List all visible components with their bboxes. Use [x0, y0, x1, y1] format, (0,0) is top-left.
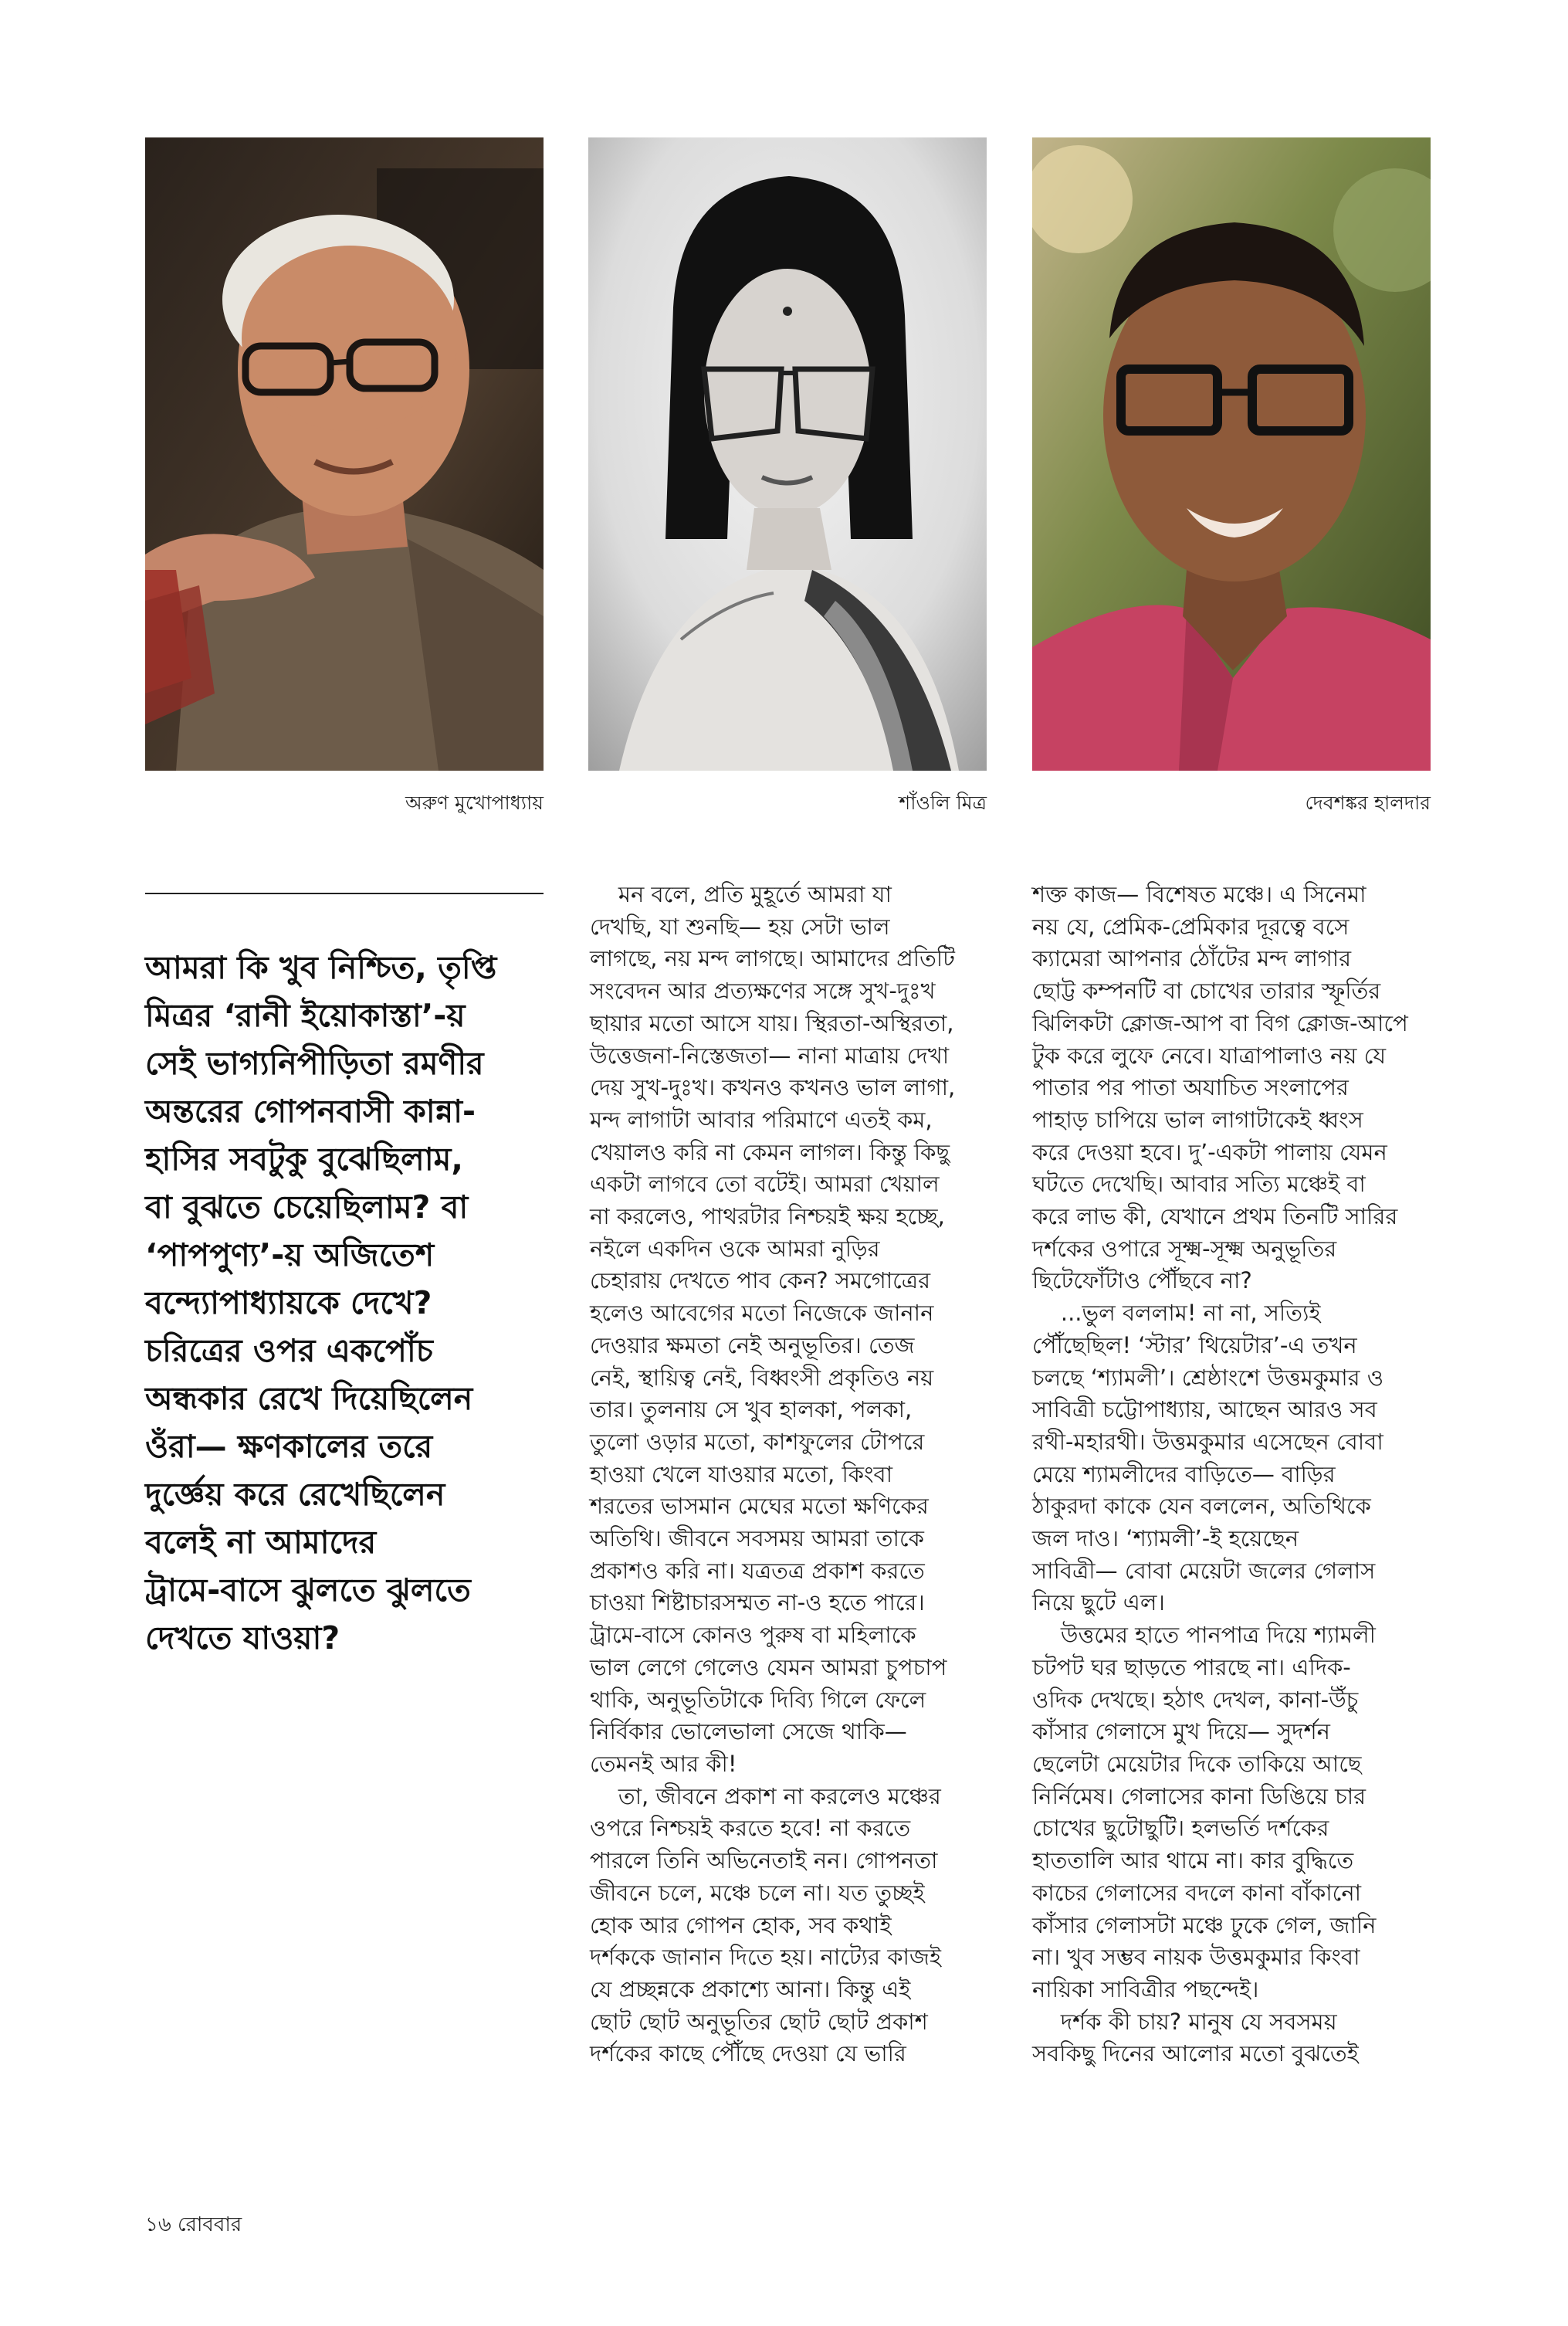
text-line: চাওয়া শিষ্টাচারসম্মত না-ও হতে পারে। [590, 1589, 925, 1616]
text-line: চোখের ছুটোছুটি। হলভর্তি দর্শকের [1032, 1815, 1329, 1842]
text-line: দেয় সুখ-দুঃখ। কখনও কখনও ভাল লাগা, [590, 1074, 956, 1101]
text-line: ক্যামেরা আপনার ঠোঁটের মন্দ লাগার [1032, 945, 1352, 972]
text-line: ভাল লেগে গেলেও যেমন আমরা চুপচাপ [590, 1653, 947, 1680]
text-line: না করলেও, পাথরটার নিশ্চয়ই ক্ষয় হচ্ছে, [590, 1203, 945, 1230]
text-line: হাওয়া খেলে যাওয়ার মতো, কিংবা [590, 1460, 893, 1487]
text-line: যে প্রচ্ছন্নকে প্রকাশ্যে আনা। কিন্তু এই [590, 1975, 911, 2002]
text-line: ছেলেটা মেয়েটার দিকে তাকিয়ে আছে [1032, 1750, 1362, 1777]
text-line: খেয়ালও করি না কেমন লাগল। কিন্তু কিছু [590, 1138, 950, 1165]
text-line: লাগছে, নয় মন্দ লাগছে। আমাদের প্রতিটি [590, 945, 955, 972]
text-line: নয় যে, প্রেমিক-প্রেমিকার দূরত্বে বসে [1032, 913, 1350, 940]
text-line: তা, জীবনে প্রকাশ না করলেও মঞ্চের [590, 1782, 941, 1809]
text-line: তার। তুলনায় সে খুব হালকা, পলকা, [590, 1396, 913, 1423]
pull-quote-line: দেখতে যাওয়া? [145, 1619, 340, 1656]
pull-quote-line: মিত্রর ‘রানী ইয়োকাস্তা’-য় [145, 997, 466, 1034]
photo-arun-mukhopadhyay [145, 137, 544, 771]
text-line: উত্তমের হাতে পানপাত্র দিয়ে শ্যামলী [1032, 1622, 1376, 1649]
pull-quote-line: দুর্জ্ঞেয় করে রেখেছিলেন [145, 1476, 445, 1513]
text-line: ট্রামে-বাসে কোনও পুরুষ বা মহিলাকে [590, 1622, 916, 1649]
text-line: হাততালি আর থামে না। কার বুদ্ধিতে [1032, 1847, 1354, 1874]
text-line: সংবেদন আর প্রত্যক্ষণের সঙ্গে সুখ-দুঃখ [590, 978, 936, 1005]
text-line: দেওয়ার ক্ষমতা নেই অনুভূতির। তেজ [590, 1331, 915, 1358]
text-line: দেখছি, যা শুনছি— হয় সেটা ভাল [590, 913, 890, 940]
text-line: দর্শক কী চায়? মানুষ যে সবসময় [1032, 2008, 1337, 2035]
text-line: দর্শকের কাছে পৌঁছে দেওয়া যে ভারি [590, 2040, 906, 2067]
text-line: কাঁসার গেলাসে মুখ দিয়ে— সুদর্শন [1032, 1718, 1330, 1745]
text-line: কাচের গেলাসের বদলে কানা বাঁকানো [1032, 1879, 1362, 1906]
pull-quote-line: হাসির সবটুকু বুঝেছিলাম, [145, 1141, 463, 1178]
text-line: সবকিছু দিনের আলোর মতো বুঝতেই [1032, 2040, 1359, 2067]
pull-quote-line: আমরা কি খুব নিশ্চিত, তৃপ্তি [145, 949, 497, 986]
text-line: ঠাকুরদা কাকে যেন বললেন, অতিথিকে [1032, 1493, 1371, 1520]
photo-caption: শাঁওলি মিত্র [899, 792, 987, 814]
text-line: প্রকাশও করি না। যত্রতত্র প্রকাশ করতে [590, 1557, 925, 1584]
text-line: পাতার পর পাতা অযাচিত সংলাপের [1032, 1074, 1349, 1101]
text-line: পৌঁছেছিল! ‘স্টার’ থিয়েটার’-এ তখন [1032, 1331, 1357, 1358]
text-line: শরতের ভাসমান মেঘের মতো ক্ষণিকের [590, 1493, 929, 1520]
text-line: ছোট ছোট অনুভূতির ছোট ছোট প্রকাশ [590, 2008, 928, 2035]
photo-caption: অরুণ মুখোপাধ্যায় [405, 792, 544, 814]
photo-debshankar-haldar [1032, 137, 1431, 771]
pull-quote-line: ‘পাপপুণ্য’-য় অজিতেশ [145, 1236, 435, 1273]
text-line: নেই, স্থায়িত্ব নেই, বিধ্বংসী প্রকৃতিও নয় [590, 1364, 934, 1391]
text-line: দর্শকের ওপারে সূক্ষ্ম-সূক্ষ্ম অনুভূতির [1032, 1235, 1337, 1262]
text-line: সাবিত্রী চট্টোপাধ্যায়, আছেন আরও সব [1032, 1396, 1377, 1423]
text-line: জীবনে চলে, মঞ্চে চলে না। যত তুচ্ছই [590, 1879, 925, 1906]
text-line: দর্শককে জানান দিতে হয়। নাট্যের কাজই [590, 1944, 941, 1971]
text-line: নির্নিমেষ। গেলাসের কানা ডিঙিয়ে চার [1032, 1782, 1366, 1809]
page-folio: ১৬ রোববার [145, 2213, 242, 2236]
pull-quote-line: বা বুঝতে চেয়েছিলাম? বা [145, 1188, 469, 1226]
text-line: করে লাভ কী, যেখানে প্রথম তিনটি সারির [1032, 1203, 1398, 1230]
text-line: চলছে ‘শ্যামলী’। শ্রেষ্ঠাংশে উত্তমকুমার ও [1032, 1364, 1384, 1391]
text-line: নইলে একদিন ওকে আমরা নুড়ির [590, 1235, 880, 1262]
text-line: চেহারায় দেখতে পাব কেন? সমগোত্রের [590, 1267, 931, 1294]
text-line: মন্দ লাগাটা আবার পরিমাণে এতই কম, [590, 1106, 933, 1133]
text-line: ঘটতে দেখেছি। আবার সত্যি মঞ্চেই বা [1032, 1171, 1366, 1198]
text-line: একটা লাগবে তো বটেই। আমরা খেয়াল [590, 1171, 940, 1198]
text-line: করে দেওয়া হবে। দু’-একটা পালায় যেমন [1032, 1138, 1387, 1165]
pull-quote-line: চরিত্রের ওপর একপোঁচ [145, 1332, 433, 1369]
text-line: সাবিত্রী— বোবা মেয়েটা জলের গেলাস [1032, 1557, 1376, 1584]
article-column-right [1032, 879, 1441, 2070]
text-line: মন বলে, প্রতি মুহূর্তে আমরা যা [590, 881, 892, 907]
photo-shaoli-mitra [588, 137, 987, 771]
text-line: ছোট্ট কম্পনটি বা চোখের তারার স্ফূর্তির [1032, 978, 1381, 1005]
text-line: তেমনই আর কী! [590, 1750, 737, 1777]
pull-quote-line: ওঁরা— ক্ষণকালের তরে [145, 1428, 433, 1465]
text-line: ছিটেফোঁটাও পৌঁছবে না? [1032, 1267, 1252, 1294]
text-line: নিয়ে ছুটে এল। [1032, 1589, 1165, 1616]
text-line: না। খুব সম্ভব নায়ক উত্তমকুমার কিংবা [1032, 1944, 1360, 1971]
text-line: ছায়ার মতো আসে যায়। স্থিরতা-অস্থিরতা, [590, 1009, 954, 1036]
text-line: কাঁসার গেলাসটা মঞ্চে ঢুকে গেল, জানি [1032, 1911, 1377, 1938]
text-line: টুক করে লুফে নেবে। যাত্রাপালাও নয় যে [1032, 1042, 1387, 1069]
text-line: ...ভুল বললাম! না না, সত্যিই [1032, 1300, 1321, 1327]
photo-caption: দেবশঙ্কর হালদার [1305, 792, 1431, 814]
pull-quote-line: অন্ধকার রেখে দিয়েছিলেন [145, 1380, 473, 1417]
text-line: রথী-মহারথী। উত্তমকুমার এসেছেন বোবা [1032, 1428, 1383, 1455]
pull-quote-line: বন্দ্যোপাধ্যায়কে দেখে? [145, 1284, 432, 1321]
text-line: চটপট ঘর ছাড়তে পারছে না। এদিক- [1032, 1653, 1351, 1680]
pull-quote [145, 944, 554, 1662]
text-line: মেয়ে শ্যামলীদের বাড়িতে— বাড়ির [1032, 1460, 1336, 1487]
text-line: তুলো ওড়ার মতো, কাশফুলের টোপরে [590, 1428, 925, 1455]
pull-quote-line: বলেই না আমাদের [145, 1524, 377, 1561]
text-line: নায়িকা সাবিত্রীর পছন্দেই। [1032, 1975, 1259, 2002]
text-line: জল দাও। ‘শ্যামলী’-ই হয়েছেন [1032, 1525, 1299, 1552]
text-line: থাকি, অনুভূতিটাকে দিব্যি গিলে ফেলে [590, 1686, 926, 1713]
text-line: উত্তেজনা-নিস্তেজতা— নানা মাত্রায় দেখা [590, 1042, 950, 1069]
text-line: নির্বিকার ভোলেভালা সেজে থাকি— [590, 1718, 907, 1745]
text-line: হোক আর গোপন হোক, সব কথাই [590, 1911, 892, 1938]
text-line: পারলে তিনি অভিনেতাই নন। গোপনতা [590, 1847, 938, 1874]
text-line: হলেও আবেগের মতো নিজেকে জানান [590, 1300, 934, 1327]
text-line: ওপরে নিশ্চয়ই করতে হবে! না করতে [590, 1815, 911, 1842]
text-line: পাহাড় চাপিয়ে ভাল লাগাটাকেই ধ্বংস [1032, 1106, 1363, 1133]
text-line: ঝিলিকটা ক্লোজ-আপ বা বিগ ক্লোজ-আপে [1032, 1009, 1408, 1036]
pull-quote-line: সেই ভাগ্যনিপীড়িতা রমণীর [145, 1045, 484, 1082]
text-line: শক্ত কাজ— বিশেষত মঞ্চে। এ সিনেমা [1032, 881, 1366, 907]
text-line: ওদিক দেখছে। হঠাৎ দেখল, কানা-উঁচু [1032, 1686, 1359, 1713]
pull-quote-divider [145, 893, 544, 894]
pull-quote-line: ট্রামে-বাসে ঝুলতে ঝুলতে [145, 1572, 471, 1609]
article-column-middle [590, 879, 999, 2070]
pull-quote-line: অন্তরের গোপনবাসী কান্না- [145, 1093, 476, 1130]
text-line: অতিথি। জীবনে সবসময় আমরা তাকে [590, 1525, 924, 1552]
